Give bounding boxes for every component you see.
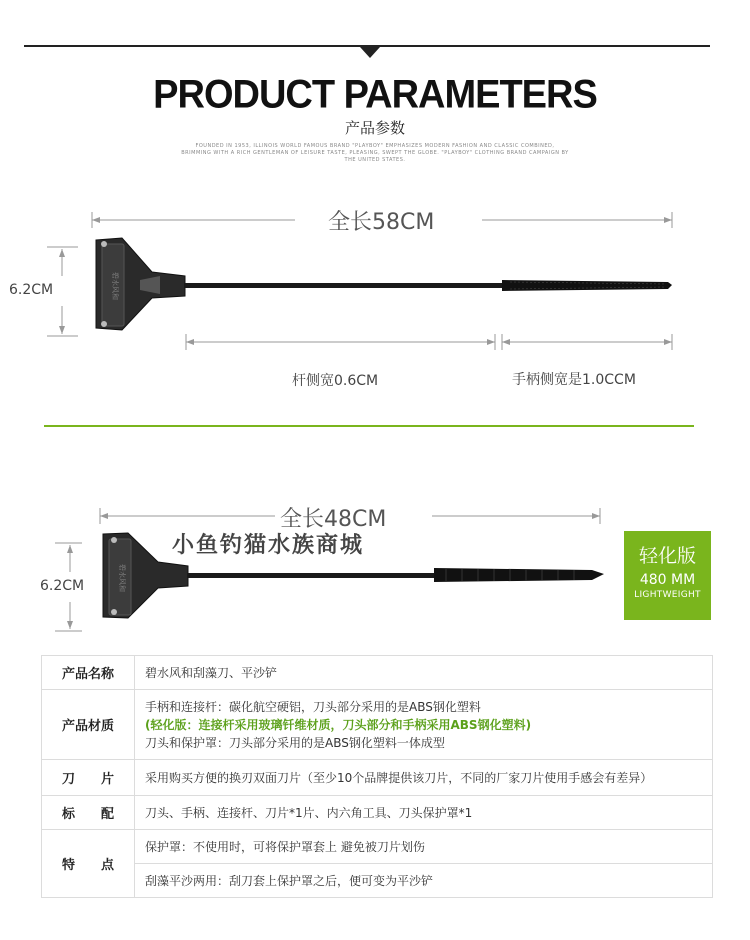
arrow-icon [502, 339, 510, 345]
handle-width-label: 手柄侧宽是1.0CCM [512, 372, 636, 388]
arrow-icon [592, 513, 600, 519]
svg-text:碧水风和: 碧水风和 [111, 272, 119, 300]
row-key: 标 配 [42, 796, 135, 830]
arrow-icon [487, 339, 495, 345]
table-row [42, 830, 713, 864]
arrow-icon [92, 217, 100, 223]
arrow-icon [100, 513, 108, 519]
rod-width-label: 杆侧宽0.6CM [292, 373, 379, 389]
total-length-label-2: 全长48CM [280, 507, 387, 532]
row-key: 刀 片 [42, 760, 135, 796]
row-key: 产品材质 [42, 690, 135, 760]
height-label-2: 6.2CM [40, 578, 85, 594]
row-value: 保护罩：不使用时，可将保护罩套上 避免被刀片划伤 [135, 830, 713, 864]
table-row [42, 656, 713, 690]
row-value: 碧水风和刮藻刀、平沙铲 [135, 656, 713, 690]
scraper-head [96, 238, 185, 330]
badge-subtitle: LIGHTWEIGHT [634, 590, 701, 600]
spec-table [41, 655, 713, 898]
arrow-icon [186, 339, 194, 345]
arrow-icon [67, 621, 73, 629]
row-value: 刀头、手柄、连接杆、刀片*1片、内六角工具、刀头保护罩*1 [135, 796, 713, 830]
material-line: 手柄和连接杆：碳化航空硬铝，刀头部分采用的是ABS钢化塑料 [145, 699, 481, 714]
lightweight-badge [624, 531, 711, 620]
section-divider [44, 425, 694, 427]
material-line: 刀头和保护罩：刀头部分采用的是ABS钢化塑料一体成型 [145, 735, 445, 750]
row-key: 特 点 [42, 830, 135, 898]
rod [184, 283, 504, 288]
table-row [42, 690, 713, 760]
arrow-icon [664, 217, 672, 223]
row-value: 刮藻平沙两用：刮刀套上保护罩之后，便可变为平沙铲 [135, 864, 713, 898]
arrow-icon [664, 339, 672, 345]
divider-arrow-icon [360, 47, 380, 58]
badge-length: 480 MM [639, 572, 696, 588]
arrow-icon [59, 249, 65, 257]
fine-print: FOUNDED IN 1953, ILLINOIS WORLD FAMOUS BRAND "PLAYBOY" EMPHASIZES MODERN FASHION AND CLASSIC COMBINED, BRIMMING WITH A RICH GENTLEMAN OF LEISURE TASTE, PLEASING, SWEPT THE GLOBE. "PLAYBOY" CLOTHING BRAND CAMPAIGN BY THE UNITED STATES. [181, 143, 569, 163]
arrow-icon [67, 545, 73, 553]
page-title: PRODUCT PARAMETERS [153, 72, 597, 118]
badge-title: 轻化版 [638, 545, 696, 567]
table-row [42, 760, 713, 796]
arrow-icon [59, 326, 65, 334]
row-key: 产品名称 [42, 656, 135, 690]
svg-text:碧水风和: 碧水风和 [118, 564, 126, 592]
total-length-label: 全长58CM [328, 210, 435, 235]
table-row [42, 796, 713, 830]
shop-watermark: 小鱼钓猫水族商城 [172, 532, 365, 558]
handle [434, 568, 604, 582]
material-highlight: (轻化版：连接杆采用玻璃钎维材质，刀头部分和手柄采用ABS钢化塑料) [145, 717, 532, 732]
row-value [135, 690, 713, 760]
rod [187, 573, 435, 578]
height-label: 6.2CM [9, 282, 54, 298]
row-value: 采用购买方便的换刃双面刀片（至少10个品牌提供该刀片，不同的厂家刀片使用手感会有差异） [135, 760, 713, 796]
handle [502, 280, 672, 291]
page-subtitle: 产品参数 [344, 119, 405, 137]
table-row [42, 864, 713, 898]
